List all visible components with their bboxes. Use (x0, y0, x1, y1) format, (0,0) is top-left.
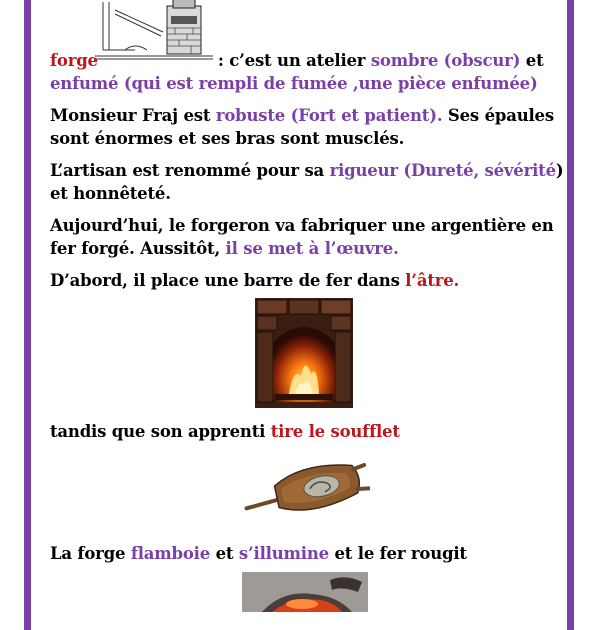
hot-iron-image (242, 572, 368, 612)
word-atre: l’âtre. (405, 271, 460, 290)
word-flamboie: flamboie (130, 544, 211, 563)
dabord-text: D’abord, il place une barre de fer dans (50, 271, 406, 290)
aujourdhui-text: Aujourd’hui, le forgeron va fabriquer une argentière en fer forgé. Aussitôt, (50, 216, 554, 258)
paragraph-la-forge (50, 542, 565, 565)
fraj-text-b: Ses épaules sont énormes et ses bras sont musclés. (50, 106, 554, 148)
paragraph-fraj (50, 104, 565, 150)
aujourdhui-dot: . (393, 239, 399, 258)
fireplace-image (255, 298, 353, 408)
apprenti-text: tandis que son apprenti (50, 422, 271, 441)
word-rigueur: rigueur (Dureté, sévérité (329, 161, 556, 180)
paragraph-aujourdhui (50, 214, 565, 260)
forge-et: et (520, 51, 544, 70)
fraj-text-a: Monsieur Fraj est (50, 106, 216, 125)
word-soufflet: tire le soufflet (270, 422, 400, 441)
paragraph-apprenti (50, 420, 565, 443)
word-forge: forge (50, 51, 98, 70)
word-sombre: sombre (obscur) (370, 51, 521, 70)
paragraph-forge (50, 49, 565, 95)
artisan-text-b: ) et honnêteté. (50, 161, 564, 203)
bellows-image (238, 450, 370, 530)
artisan-text-a: L’artisan est renommé pour sa (50, 161, 330, 180)
word-oeuvre: il se met à l’œuvre (225, 239, 394, 258)
word-illumine: s’illumine (238, 544, 329, 563)
word-robuste: robuste (Fort et patient). (215, 106, 443, 125)
la-forge-text-c: et le fer rougit (328, 544, 467, 563)
paragraph-artisan (50, 159, 565, 205)
la-forge-text-a: La forge (50, 544, 131, 563)
paragraph-dabord (50, 269, 565, 292)
la-forge-text-b: et (210, 544, 239, 563)
word-enfume: enfumé (qui est rempli de fumée ,une pièce enfumée) (50, 74, 538, 93)
forge-text: : c’est un atelier (217, 51, 371, 70)
